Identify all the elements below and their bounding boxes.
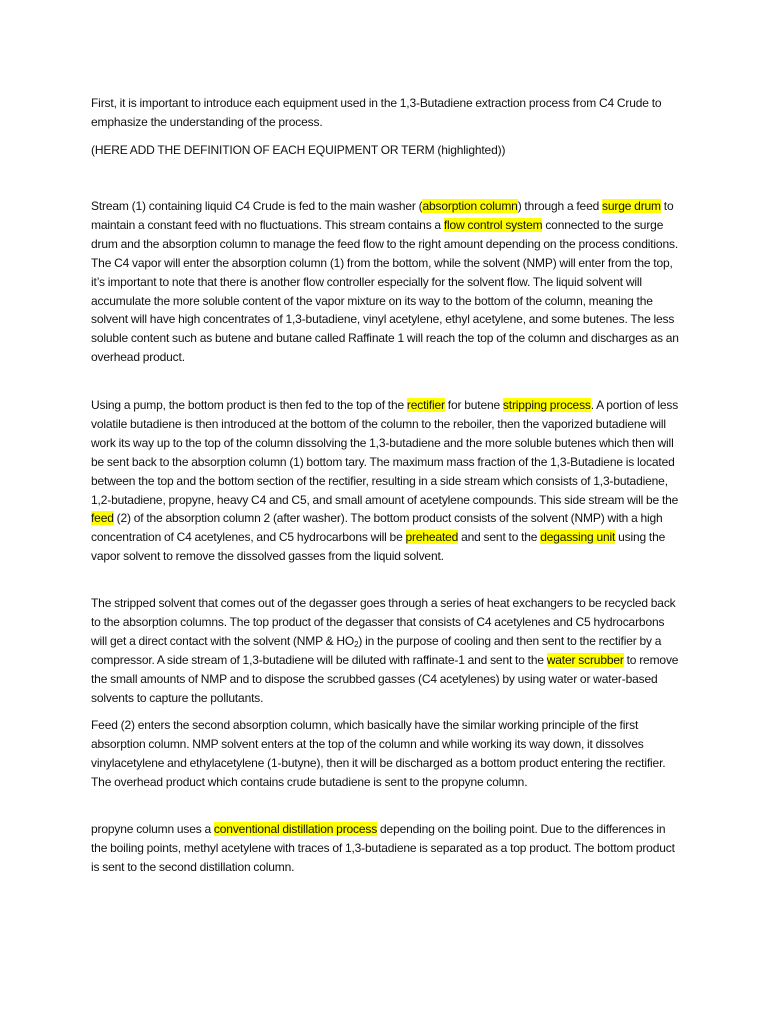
highlighted-term: absorption column bbox=[422, 199, 518, 213]
text-run: Stream (1) containing liquid C4 Crude is fed to the main washer ( bbox=[91, 199, 423, 213]
text-run: ) through a feed bbox=[517, 199, 603, 213]
text-run: using the vapor solvent to remove the dissolved gasses from the liquid solvent. bbox=[91, 530, 666, 564]
highlighted-term: degassing unit bbox=[540, 530, 616, 545]
text-run: First, it is important to introduce each equipment used in the 1,3-Butadiene extraction process from C4 Crude to emphasize the understanding of the process. bbox=[91, 96, 662, 129]
text-run: The stripped solvent that comes out of the degasser goes through a series of heat exchangers to be recycled back to the absorption columns. The top product of the degasser that consists of C4 acetylenes and C5 hydrocarbons will get a direct contact with the solvent (NMP & HO bbox=[91, 596, 676, 648]
text-run: (HERE ADD THE DEFINITION OF EACH EQUIPMENT OR TERM (highlighted)) bbox=[91, 143, 506, 157]
paragraph-degasser bbox=[91, 594, 683, 707]
paragraph-stream-feed bbox=[91, 197, 683, 367]
text-run: Using a pump, the bottom product is then fed to the top of the bbox=[91, 398, 407, 412]
text-run: ) in the purpose of cooling and then sent to the rectifier by a compressor. A side stream of 1,3-butadiene will be diluted with raffinate-1 and sent to the bbox=[91, 633, 662, 667]
text-run: for butene bbox=[444, 398, 503, 412]
highlighted-term: rectifier bbox=[406, 398, 445, 412]
text-run: Feed (2) enters the second absorption column, which basically have the similar working principle of the first absorption column. NMP solvent enters at the top of the column and while working its way down, it dissolves vinylacetylene and ethylacetylene (1-butyne), then it will be discharged as a bottom product entering the rectifier. The overhead product which contains crude butadiene is sent to the propyne column. bbox=[91, 718, 666, 789]
paragraph-rectifier bbox=[91, 396, 683, 566]
highlighted-term: preheated bbox=[405, 530, 459, 545]
subscript-text: 2 bbox=[354, 639, 359, 649]
paragraph-propyne-column bbox=[91, 820, 683, 877]
text-run: and sent to the bbox=[458, 530, 541, 545]
text-run: to maintain a constant feed with no fluctuations. This stream contains a bbox=[91, 199, 674, 232]
highlighted-term: flow control system bbox=[443, 217, 543, 232]
highlighted-term: feed bbox=[91, 511, 114, 526]
instruction-note bbox=[91, 141, 683, 160]
highlighted-term: surge drum bbox=[602, 199, 661, 213]
intro-paragraph bbox=[91, 94, 683, 132]
text-run: propyne column uses a bbox=[91, 822, 214, 836]
text-run: (2) of the absorption column 2 (after washer). The bottom product consists of the solvent (NMP) with a high concentration of C4 acetylenes, and C5 hydrocarbons will be bbox=[91, 511, 663, 545]
highlighted-term: conventional distillation process bbox=[213, 822, 378, 836]
text-run: connected to the surge drum and the absorption column to manage the feed flow to the right amount depending on the process conditions. The C4 vapor will enter the absorption column (1) from the bottom, while the solvent (NMP) will enter from the top, it’s important to note that there is another flow controller especially for the solvent flow. The liquid solvent will accumulate the more soluble content of the vapor mixture on its way to the bottom of the column, meaning the solvent will have high concentrates of 1,3-butadiene, vinyl acetylene, ethyl acetylene, and some butenes. The less soluble content such as butene and butane called Raffinate 1 will reach the top of the column and discharges as an overhead product. bbox=[91, 217, 679, 365]
text-run: depending on the boiling point. Due to the differences in the boiling points, methyl acetylene with traces of 1,3-butadiene is separated as a top product. The bottom product is sent to the second distillation column. bbox=[91, 822, 675, 874]
text-run: . A portion of less volatile butadiene is then introduced at the bottom of the column to the reboiler, then the vaporized butadiene will work its way up to the top of the column dissolving the 1,3-butadiene and the more soluble butenes which then will be sent back to the absorption column (1) bottom tary. The maximum mass fraction of the 1,3-Butadiene is located between the top and the bottom section of the rectifier, resulting in a side stream which consists of 1,3-butadiene, 1,2-butadiene, propyne, heavy C4 and C5, and small amount of acetylene compounds. This side stream will be the bbox=[91, 398, 679, 507]
highlighted-term: water scrubber bbox=[546, 652, 624, 667]
highlighted-term: stripping process bbox=[502, 398, 591, 412]
text-run: to remove the small amounts of NMP and to dispose the scrubbed gasses (C4 acetylenes) by using water or water-based solvents to capture the pollutants. bbox=[91, 652, 679, 705]
paragraph-second-absorption bbox=[91, 716, 683, 792]
